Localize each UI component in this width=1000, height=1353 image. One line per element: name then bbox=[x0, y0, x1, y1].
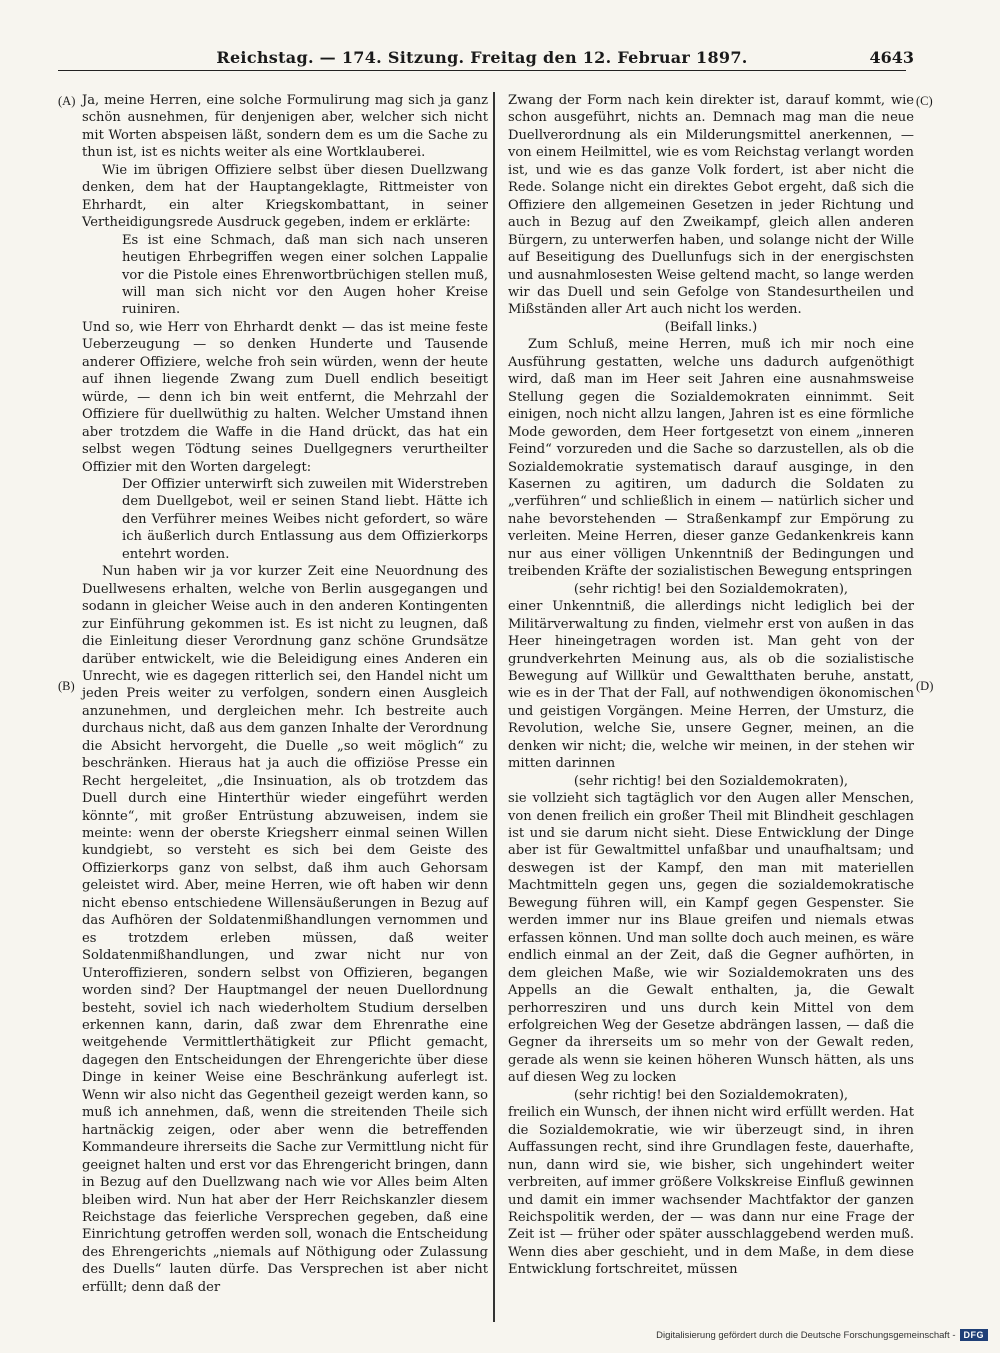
interjection: (sehr richtig! bei den Sozialdemokraten), bbox=[573, 773, 849, 789]
page-title: Reichstag. — 174. Sitzung. Freitag den 12. Februar 1897. bbox=[216, 48, 748, 67]
page-number: 4643 bbox=[869, 48, 914, 67]
margin-marker-a: (A) bbox=[58, 94, 76, 108]
margin-marker-d: (D) bbox=[916, 679, 934, 693]
margin-marker-c: (C) bbox=[916, 94, 933, 108]
interjection: (sehr richtig! bei den Sozialdemokraten), bbox=[573, 581, 849, 597]
page-header bbox=[58, 48, 914, 71]
paragraph: Und so, wie Herr von Ehrhardt denkt — das ist meine feste Ueberzeugung — so denken Hunderte und Tausende anderer Offiziere, welche froh sein würden, wenn der heute auf ihnen liegende Zwang zum Duell endlich beseitigt würde, — denn ich bin weit entfernt, die Mehrzahl der Offiziere für duellwüthig zu halten. Welcher Umstand ihnen aber trotzdem die Waffe in die Hand drückt, das hat ein selbst wegen Tödtung seines Duellgegners verurtheilter Offizier mit den Worten dargelegt: bbox=[82, 319, 488, 475]
quotation: Es ist eine Schmach, daß man sich nach unseren heutigen Ehrbegriffen wegen einer solchen Lappalie vor die Pistole eines Ehrenwortbrüchigen stellen muß, will man sich nicht vor den Augen hoher Kreise ruiniren. bbox=[122, 232, 488, 318]
paragraph: Wie im übrigen Offiziere selbst über diesen Duellzwang denken, dem hat der Hauptangeklagte, Rittmeister von Ehrhardt, ein alter Kriegskombattant, in seiner Vertheidigungsrede Ausdruck gegeben, indem er erklärte: bbox=[82, 162, 488, 231]
footer-credit bbox=[656, 1329, 988, 1341]
left-text-column bbox=[82, 92, 488, 1296]
paragraph: einer Unkenntniß, die allerdings nicht lediglich bei der Militärverwaltung zu finden, vielmehr erst von außen in das Heer hineingetragen worden ist. Man geht von der grundverkehrten Meinung aus, als ob die sozialistische Bewegung auf Willkür und Gewaltthaten beruhe, anstatt, wie es in der That der Fall, auf nothwendigen ökonomischen und geistigen Vorgängen. Meine Herren, der Umsturz, die Revolution, welche Sie, unsere Gegner, meinen, an die denken wir nicht; die, welche wir meinen, in der stehen wir mitten darinnen bbox=[508, 599, 914, 772]
paragraph: sie vollzieht sich tagtäglich vor den Augen aller Menschen, von denen freilich ein großer Theil mit Blindheit geschlagen ist und sie darum nicht sieht. Diese Entwicklung der Dinge aber ist für Gewaltmittel unfaßbar und unaufhaltsam; und deswegen ist der Kampf, den man mit materiellen Machtmitteln gegen uns, gegen die sozialdemokratische Bewegung führen will, ein Kampf gegen Gespenster. Sie werden immer nur ins Blaue greifen und niemals etwas erfassen können. Und man sollte doch auch meinen, es wäre endlich einmal an der Zeit, daß die Gegner aufhörten, in dem gleichen Maße, wie wir Sozialdemokraten uns des Appells an die Gewalt enthalten, ja, die Gewalt perhorresziren und uns durch kein Mittel von dem erfolgreichen Weg der Gesetze abdrängen lassen, — daß die Gegner da ihrerseits um so mehr von der Gewalt reden, gerade als wenn sie keinen höheren Wunsch hätten, als uns auf diesen Weg zu locken bbox=[508, 791, 914, 1086]
right-text-column bbox=[508, 92, 914, 1279]
margin-marker-b: (B) bbox=[58, 679, 75, 693]
paragraph: Ja, meine Herren, eine solche Formulirung mag sich ja ganz schön ausnehmen, für denjenigen aber, welcher sich nicht mit Worten abspeisen läßt, sondern dem es um die Sache zu thun ist, ist es nichts weiter als eine Wortklauberei. bbox=[82, 93, 488, 161]
quotation: Der Offizier unterwirft sich zuweilen mit Widerstreben dem Duellgebot, weil er seinen Stand liebt. Hätte ich den Verführer meines Weibes nicht gefordert, so wäre ich äußerlich durch Entlassung aus dem Offizierkorps entehrt worden. bbox=[122, 476, 488, 562]
interjection: (sehr richtig! bei den Sozialdemokraten), bbox=[573, 1087, 849, 1103]
paragraph: freilich ein Wunsch, der ihnen nicht wird erfüllt werden. Hat die Sozialdemokratie, wie wir überzeugt sind, in ihren Auffassungen recht, sind ihre Grundlagen feste, dauerhafte, nun, dann wird sie, wie bisher, sich ungehindert weiter verbreiten, auf immer größere Volkskreise Einfluß gewinnen und damit ein immer wachsender Machtfaktor der ganzen Reichspolitik werden, der — was dann nur eine Frage der Zeit ist — früher oder später ausschlaggebend werden muß. Wenn dies aber geschieht, und in dem Maße, in dem diese Entwicklung fortschreitet, müssen bbox=[508, 1105, 914, 1278]
interjection: (Beifall links.) bbox=[664, 319, 758, 335]
paragraph: Nun haben wir ja vor kurzer Zeit eine Neuordnung des Duellwesens erhalten, welche von Berlin ausgegangen und sodann in gleicher Weise auch in den anderen Kontingenten zur Einführung gekommen ist. Es ist nicht zu leugnen, daß die Einleitung dieser Verordnung ganz schöne Grundsätze darüber entwickelt, wie die Beleidigung eines Anderen ein Unrecht, wie es dagegen ritterlich sei, den Handel nicht um jeden Preis weiter zu verfolgen, sondern einen Ausgleich anzunehmen, und dergleichen mehr. Ich bestreite auch durchaus nicht, daß aus dem ganzen Inhalte der Verordnung die Absicht hervorgeht, die Duelle „so weit möglich“ zu beschränken. Hieraus hat ja auch die offiziöse Presse ein Recht hergeleitet, „die Insinuation, als ob trotzdem das Duell durch eine Hinterthür wieder eingeführt werden könnte“, mit großer Entrüstung abzuweisen, indem sie meinte: wenn der oberste Kriegsherr einmal seinen Willen kundgiebt, so versteht es sich bei dem Geiste des Offizierkorps ganz von selbst, daß ihm auch Gehorsam geleistet wird. Aber, meine Herren, wie oft haben wir denn nicht ebenso entschiedene Willensäußerungen in Bezug auf das Aufhören der Soldatenmißhandlungen vernommen und es trotzdem erleben müssen, daß weiter Soldatenmißhandlungen, und zwar nicht nur von Unteroffizieren, sondern selbst von Offizieren, begangen worden sind? Der Hauptmangel der neuen Duellordnung besteht, soviel ich nach wiederholtem Studium derselben erkennen kann, darin, daß zwar dem Ehrenrathe eine weitgehende Vermittlerthätigkeit zur Pflicht gemacht, dagegen den Entscheidungen der Ehrengerichte über diese Dinge in keiner Weise eine Beschränkung auferlegt ist. Wenn wir also nicht das Gegentheil gezeigt werden kann, so muß ich annehmen, daß, wenn die streitenden Theile sich hartnäckig zeigen, oder aber wenn die betreffenden Kommandeure ihrerseits die Sache zur Vermittlung nicht für geeignet halten und erst vor das Ehrengericht bringen, dann in Bezug auf den Duellzwang nach wie vor Alles beim Alten bleiben wird. Nun hat aber der Herr Reichskanzler diesem Reichstage das feierliche Versprechen gegeben, daß eine Einrichtung getroffen werden soll, wonach die Entscheidung des Ehrengerichts „niemals auf Nöthigung oder Zulassung des Duells“ lauten dürfe. Das Versprechen ist aber nicht erfüllt; denn daß der bbox=[82, 564, 488, 1295]
dfg-logo: DFG bbox=[960, 1329, 989, 1341]
footer-text: Digitalisierung gefördert durch die Deutsche Forschungsgemeinschaft - bbox=[656, 1329, 956, 1341]
paragraph: Zwang der Form nach kein direkter ist, darauf kommt, wie schon ausgeführt, nichts an. Demnach mag man die neue Duellverordnung als ein Milderungsmittel anerkennen, — von einem Heilmittel, wie es vom Reichstag verlangt worden ist, und wie es das ganze Volk fordert, ist aber nicht die Rede. Solange nicht ein direktes Gebot ergeht, daß sich die Offiziere den allgemeinen Gesetzen in jeder Richtung und auch in Bezug auf den Zweikampf, gleich allen anderen Bürgern, zu unterwerfen haben, und solange nicht der Wille auf Beseitigung des Duellunfugs sich in der energischsten und ausnahmlosesten Weise geltend macht, so lange werden wir das Duell und sein Gefolge von Standesurtheilen und Mißständen aller Art auch nicht los werden. bbox=[508, 93, 914, 318]
paragraph: Zum Schluß, meine Herren, muß ich mir noch eine Ausführung gestatten, welche uns dadurch aufgenöthigt wird, daß man im Heer seit Jahren eine ausnahmsweise Stellung gegen die Sozialdemokraten einnimmt. Seit einigen, noch nicht allzu langen, Jahren ist es eine förmliche Mode geworden, dem Heer fortgesetzt von einem „inneren Feind“ vorzureden und die Sache so darzustellen, als ob die Sozialdemokratie systematisch darauf ausginge, in den Kasernen zu agitiren, um dadurch die Soldaten zu „verführen“ und schließlich in einem — natürlich sicher und nahe bevorstehenden — Straßenkampf zur Empörung zu verleiten. Meine Herren, dieser ganze Gedankenkreis kann nur aus einer völligen Unkenntniß der Bedingungen und treibenden Kräfte der sozialistischen Bewegung entspringen bbox=[508, 337, 914, 580]
column-divider bbox=[493, 92, 495, 1322]
